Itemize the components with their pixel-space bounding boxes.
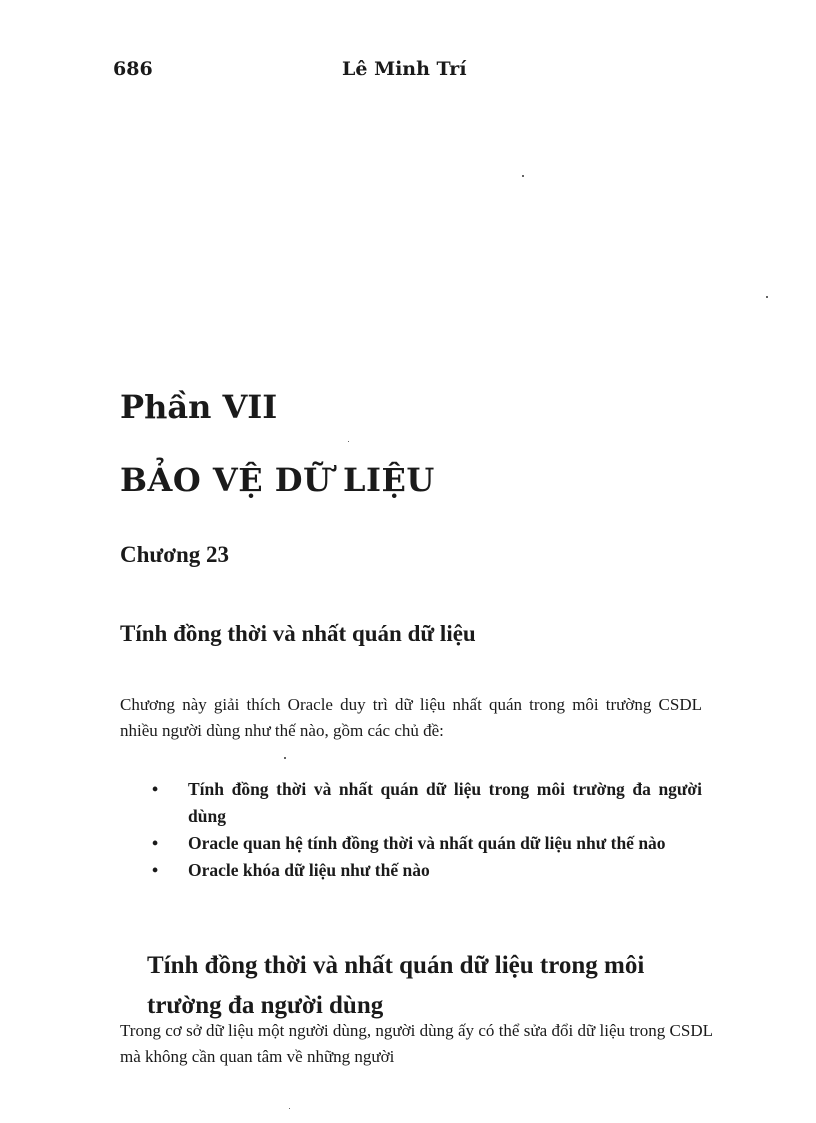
list-item [150, 857, 702, 884]
intro-paragraph: Chương này giải thích Oracle duy trì dữ liệu nhất quán trong môi trường CSDL nhiều người dùng như thế nào, gồm các chủ đề: [120, 695, 702, 740]
topic-text: Tính đồng thời và nhất quán dữ liệu trong môi trường đa người dùng [188, 779, 702, 826]
part-title: BẢO VỆ DỮ LIỆU [120, 461, 435, 499]
topic-text: Oracle khóa dữ liệu như thế nào [188, 860, 430, 880]
chapter-label: Chương 23 [120, 542, 229, 567]
part-label: Phần VII [120, 388, 278, 426]
scan-speck [289, 1108, 290, 1109]
bullet-icon: • [152, 860, 159, 880]
list-item [150, 776, 702, 830]
topic-list [150, 776, 702, 884]
list-item [150, 830, 702, 857]
bullet-icon: • [152, 779, 159, 799]
scan-speck [522, 175, 524, 177]
scan-speck [284, 757, 286, 759]
section-heading: Tính đồng thời và nhất quán dữ liệu trong môi trường đa người dùng [147, 952, 645, 1019]
bullet-icon: • [152, 833, 159, 853]
scan-speck [348, 441, 349, 442]
running-header-author: Lê Minh Trí [342, 58, 467, 80]
chapter-title: Tính đồng thời và nhất quán dữ liệu [120, 621, 476, 646]
scan-speck [766, 296, 768, 298]
page-number: 686 [113, 58, 153, 80]
section-body: Trong cơ sở dữ liệu một người dùng, người dùng ấy có thể sửa đổi dữ liệu trong CSDL mà không cần quan tâm về những người [120, 1021, 713, 1066]
topic-text: Oracle quan hệ tính đồng thời và nhất quán dữ liệu như thế nào [188, 833, 666, 853]
